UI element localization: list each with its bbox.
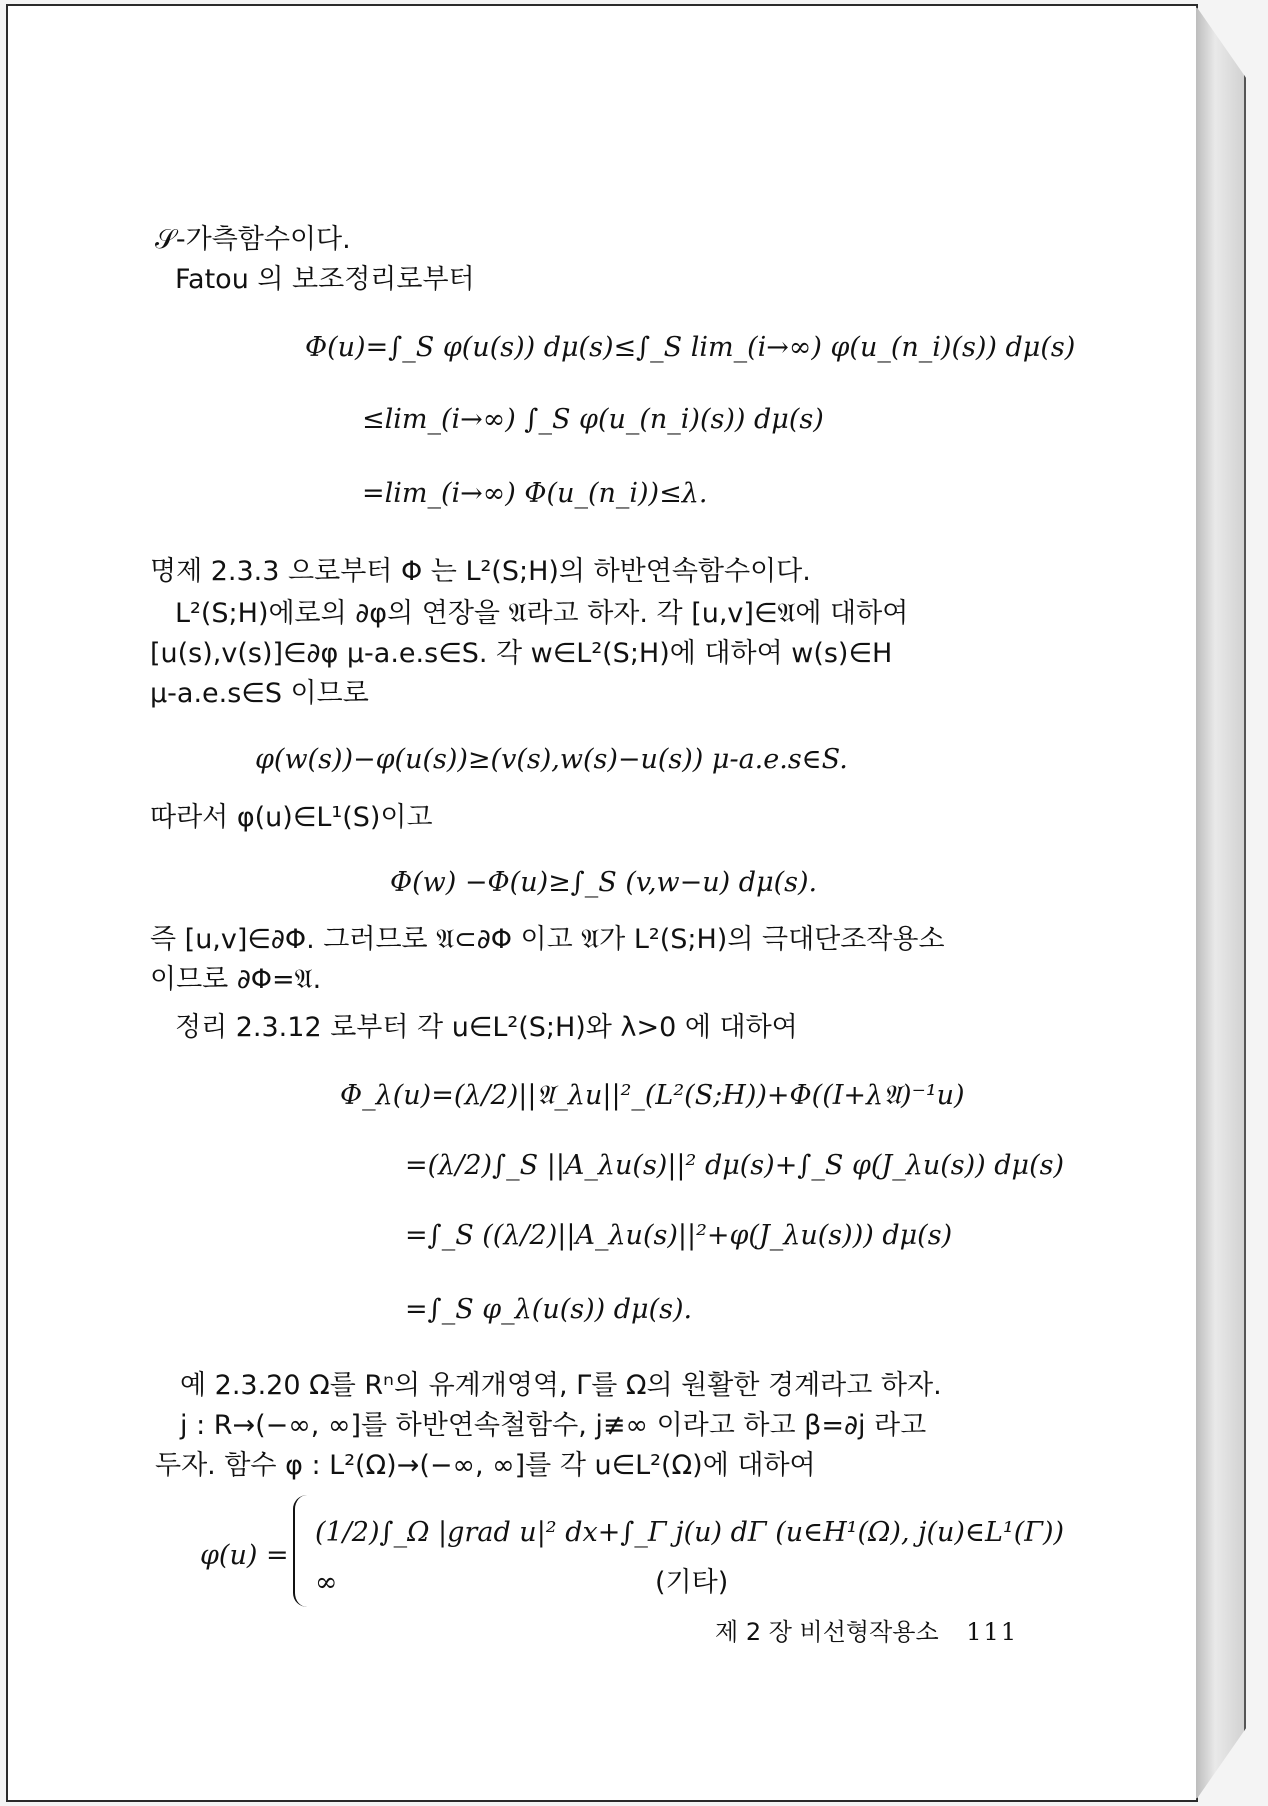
text-line: 따라서 φ(u)∈L¹(S)이고 xyxy=(150,802,433,833)
text-line: (기타) xyxy=(655,1567,729,1598)
text-line: Φ(u)=∫_S φ(u(s)) dμ(s)≤∫_S lim_(i→∞) φ(u_(n_i)(s)) dμ(s) xyxy=(305,332,1076,363)
chapter-title: 제 2 장 비선형작용소 xyxy=(715,1618,939,1646)
text-line: ≤lim_(i→∞) ∫_S φ(u_(n_i)(s)) dμ(s) xyxy=(362,404,824,435)
text-line: 즉 [u,v]∈∂Φ. 그러므로 𝔄⊂∂Φ 이고 𝔄가 L²(S;H)의 극대단조작용소 xyxy=(150,924,945,955)
cases-brace xyxy=(293,1495,315,1607)
text-line: μ-a.e.s∈S 이므로 xyxy=(150,678,369,709)
text-line: φ(w(s))−φ(u(s))≥(v(s),w(s)−u(s)) μ-a.e.s∈S. xyxy=(255,744,848,775)
text-line: Fatou 의 보조정리로부터 xyxy=(175,264,475,295)
text-line: 두자. 함수 φ : L²(Ω)→(−∞, ∞]를 각 u∈L²(Ω)에 대하여 xyxy=(155,1450,816,1481)
text-line: =∫_S ((λ/2)||A_λu(s)||²+φ(J_λu(s))) dμ(s) xyxy=(405,1220,953,1251)
text-line: 이므로 ∂Φ=𝔄. xyxy=(150,964,322,995)
text-line: =∫_S φ_λ(u(s)) dμ(s). xyxy=(405,1294,693,1325)
text-line: (1/2)∫_Ω |grad u|² dx+∫_Γ j(u) dΓ (u∈H¹(Ω), j(u)∈L¹(Γ)) xyxy=(315,1517,1065,1548)
text-line: 명제 2.3.3 으로부터 Φ 는 L²(S;H)의 하반연속함수이다. xyxy=(150,556,811,587)
text-line: [u(s),v(s)]∈∂φ μ-a.e.s∈S. 각 w∈L²(S;H)에 대하여 w(s)∈H xyxy=(150,638,893,669)
text-line: Φ(w) −Φ(u)≥∫_S (v,w−u) dμ(s). xyxy=(390,867,818,898)
text-line: Φ_λ(u)=(λ/2)||𝔄_λu||²_(L²(S;H))+Φ((I+λ𝔄)⁻¹u) xyxy=(340,1080,965,1111)
text-line: j : R→(−∞, ∞]를 하반연속철함수, j≢∞ 이라고 하고 β=∂j 라고 xyxy=(180,1410,927,1441)
page-number: 111 xyxy=(966,1618,1019,1646)
text-line: =(λ/2)∫_S ||A_λu(s)||² dμ(s)+∫_S φ(J_λu(s)) dμ(s) xyxy=(405,1150,1065,1181)
text-line: 정리 2.3.12 로부터 각 u∈L²(S;H)와 λ>0 에 대하여 xyxy=(175,1012,798,1043)
text-line: 예 2.3.20 Ω를 Rⁿ의 유계개영역, Γ를 Ω의 원활한 경계라고 하자. xyxy=(180,1370,942,1401)
text-line: φ(u) = xyxy=(200,1540,289,1571)
text-line: 𝒮-가측함수이다. xyxy=(155,224,351,255)
page-footer xyxy=(715,1612,1018,1647)
text-line: =lim_(i→∞) Φ(u_(n_i))≤λ. xyxy=(362,478,708,509)
text-line: L²(S;H)에로의 ∂φ의 연장을 𝔄라고 하자. 각 [u,v]∈𝔄에 대하여 xyxy=(175,598,909,629)
text-line: ∞ xyxy=(315,1567,338,1598)
